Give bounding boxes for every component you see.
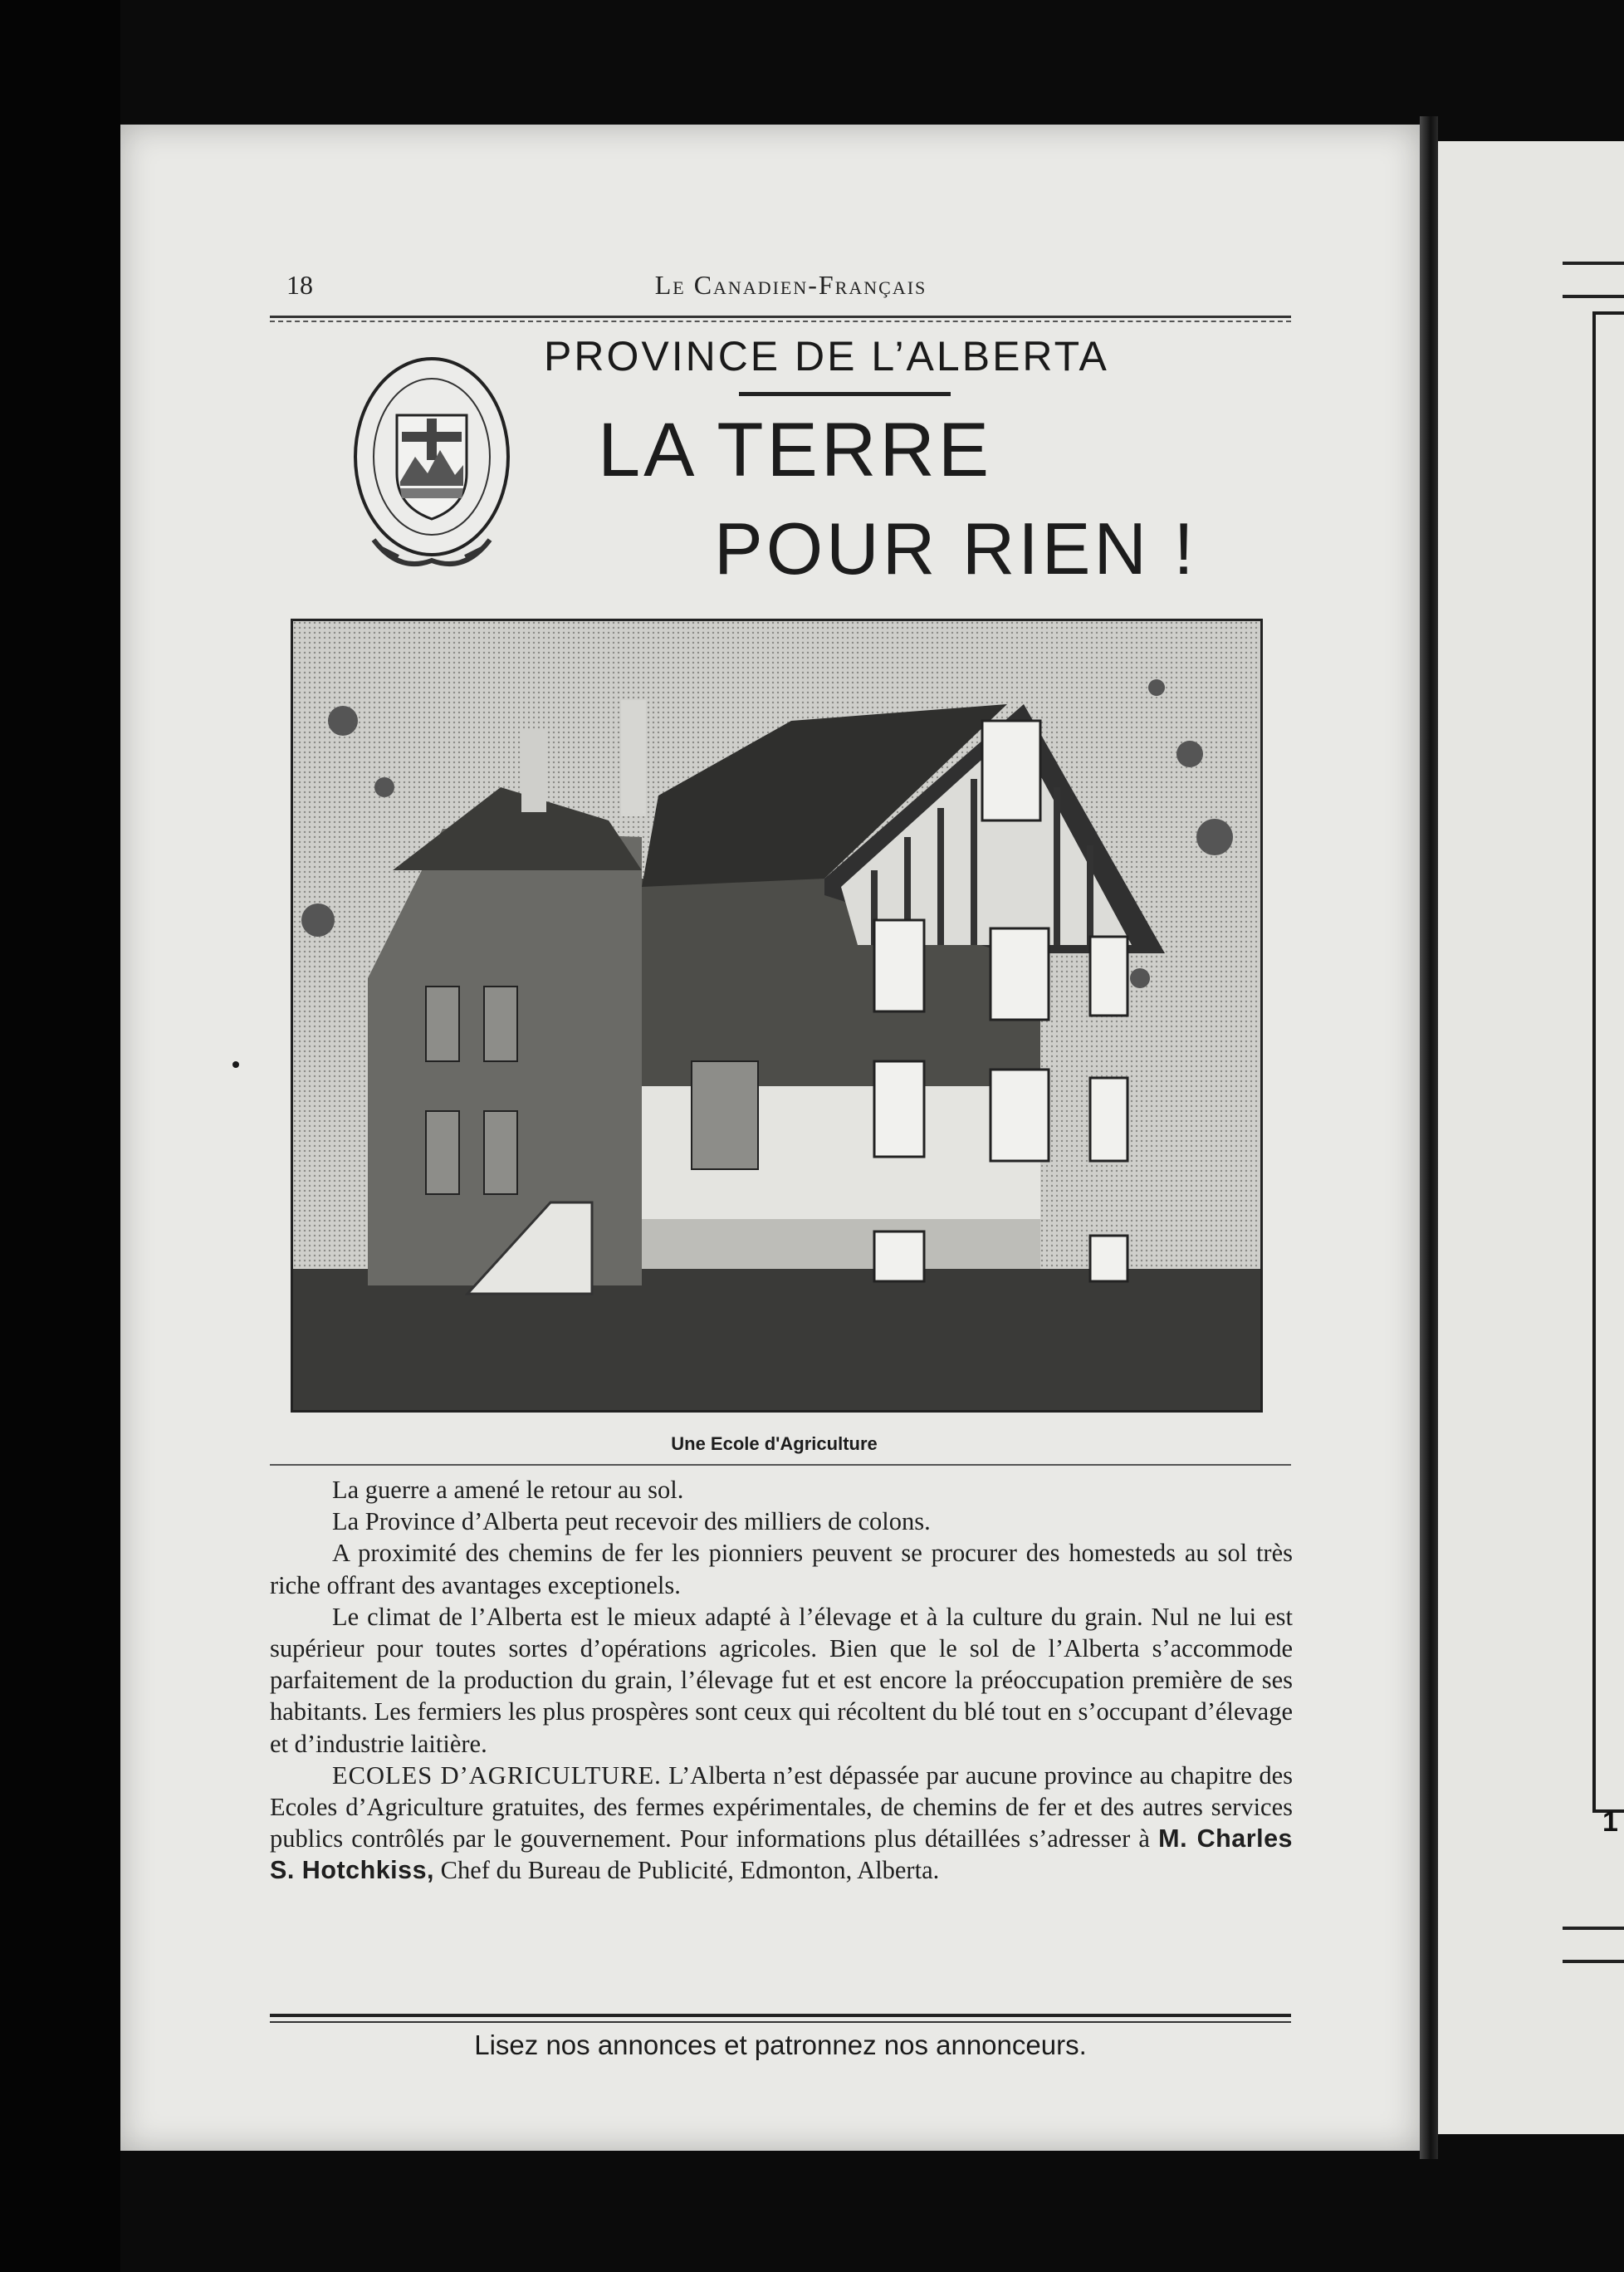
paragraph	[270, 1760, 1293, 1887]
header-rule	[270, 316, 1291, 322]
footer-slogan: Lisez nos annonces et patronnez nos annonceurs.	[474, 2030, 1087, 2060]
adjacent-rule	[1563, 1927, 1624, 1930]
adjacent-rule	[1563, 295, 1624, 298]
article-body	[270, 1474, 1293, 1887]
headline-la-terre: LA TERRE	[598, 408, 993, 492]
headline-divider	[739, 392, 951, 396]
paragraph: La guerre a amené le retour au sol.	[332, 1476, 684, 1504]
alberta-seal-icon	[349, 349, 515, 590]
page-number: 18	[286, 270, 313, 300]
scan-speck	[232, 1061, 239, 1068]
adjacent-page	[1438, 141, 1624, 2134]
book-gutter	[1420, 116, 1438, 2159]
contact-name: M. Charles S. Hotchkiss,	[270, 1824, 1293, 1885]
scan-border-left	[0, 0, 120, 2272]
paragraph: Le climat de l’Alberta est le mieux adapté à l’élevage et à la culture du grain. Nul ne lui est supérieur pour toutes sortes d’opérations agricoles. Bien que le sol de l’Alberta s’accommode parfaitement de la production du grain, l’élevage fut et est encore la préoccupation première de ses habitants. Les fermiers les plus prospères sont ceux qui récoltent du blé tout en s’occupant d’élevage et d’industrie laitière.	[270, 1602, 1293, 1758]
headline-pour-rien: POUR RIEN !	[714, 507, 1197, 590]
adjacent-page-digit: 1	[1602, 1806, 1618, 1838]
adjacent-rule	[1563, 262, 1624, 265]
running-header	[286, 270, 1295, 311]
paragraph-tail: Chef du Bureau de Publicité, Edmonton, Alberta.	[434, 1856, 940, 1885]
paragraph: La Province d’Alberta peut recevoir des milliers de colons.	[332, 1507, 931, 1536]
photo-caption: Une Ecole d'Agriculture	[671, 1433, 878, 1454]
section-lead: ECOLES D’AGRICULTURE.	[332, 1760, 662, 1790]
school-photograph	[291, 619, 1263, 1413]
footer-rule	[270, 2014, 1291, 2023]
headline-province: PROVINCE DE L’ALBERTA	[544, 333, 1109, 379]
adjacent-frame	[1592, 311, 1624, 1813]
caption-rule	[270, 1464, 1291, 1466]
paragraph-text: L’Alberta n’est dépassée par aucune province au chapitre des Ecoles d’Agriculture gratuites, des fermes expérimentales, de chemins de fer et des autres services publics contrôlés par le gouvernement. Pour informations plus détaillées s’adresser à	[270, 1760, 1293, 1853]
paragraph: A proximité des chemins de fer les pionniers peuvent se procurer des homesteds au sol très riche offrant des avantages exceptionels.	[270, 1539, 1293, 1599]
adjacent-rule	[1563, 1960, 1624, 1963]
running-title: Le Canadien-Français	[654, 270, 927, 300]
